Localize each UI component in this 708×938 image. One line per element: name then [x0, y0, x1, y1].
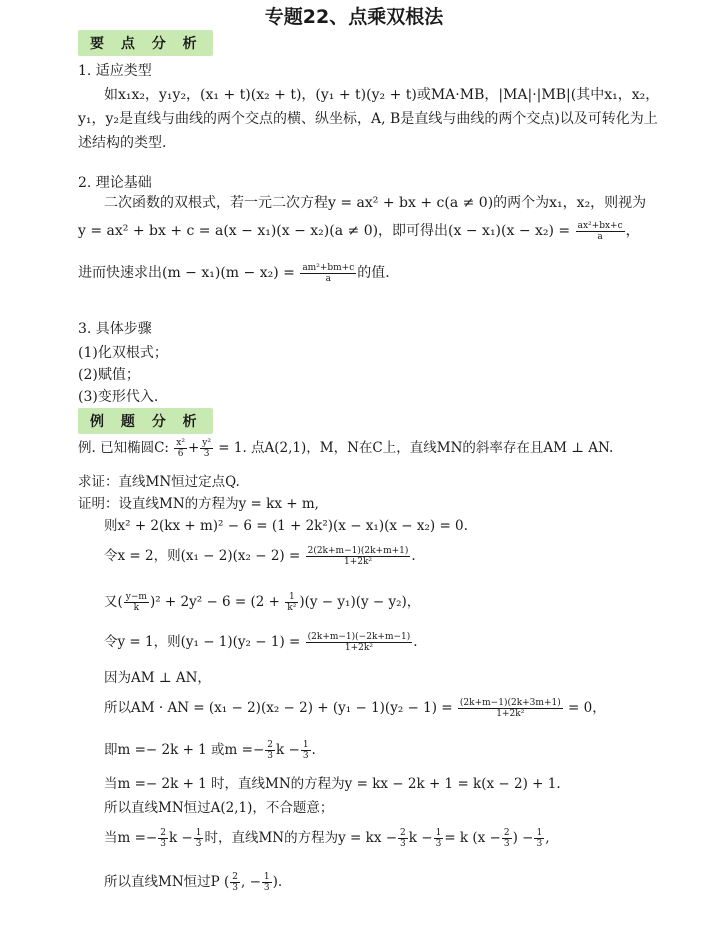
section-2-line-1: 二次函数的双根式，若一元二次方程y = ax² + bx + c(a ≠ 0)的两个为x₁，x₂，则视为 — [104, 195, 647, 211]
section-2-line-2: y = ax² + bx + c = a(x − x₁)(x − x₂)(a ≠ 0)，即可得出(x − x₁)(x − x₂) = $\frac{\text{ax²+bx+c}}{a}$ ， — [78, 220, 640, 242]
example-line-12: 所以直线MN恒过A(2,1)，不合题意； — [104, 800, 334, 816]
section-2-fraction-1: $\frac{\text{ax²+bx+c}}{a}$ — [577, 220, 623, 242]
example-line-5: 令x = 2，则(x₁ − 2)(x₂ − 2) = $\frac{2(2k+m-1)(2k+m+1)}{\text{1+2k²}}$ . — [104, 546, 416, 567]
example-line-9: 所以AM · AN = (x₁ − 2)(x₂ − 2) + (y₁ − 1)(y₂ − 1) = $\frac{(2k+m-1)(2k+3m+1)}{\text{1+2k²}}$ = 0， — [104, 698, 606, 719]
section-1-heading: 1. 适应类型 — [78, 63, 152, 79]
example-line-4: 则x² + 2(kx + m)² − 6 = (1 + 2k²)(x − x₁)(x − x₂) = 0. — [104, 518, 468, 534]
step-3: (3)变形代入. — [78, 389, 159, 405]
page-title: 专题22、点乘双根法 — [264, 6, 444, 28]
step-2: (2)赋值； — [78, 367, 140, 383]
example-line-1: 例. 已知椭圆C: $\frac{\text{x²}}{6}$ + $\frac{\text{y²}}{3}$ = 1. 点A(2,1)，M，N在C上，直线MN的斜率存在且AM ⊥ AN. — [78, 438, 614, 459]
section-1-line-1: 如x₁x₂，y₁y₂，(x₁ + t)(x₂ + t)，(y₁ + t)(y₂ + t)或MA·MB，|MA|·|MB|(其中x₁，x₂， — [104, 87, 660, 103]
section-3-heading: 3. 具体步骤 — [78, 321, 152, 337]
section-2-line-2-text: y = ax² + bx + c = a(x − x₁)(x − x₂)(a ≠ 0)，即可得出(x − x₁)(x − x₂) = — [78, 223, 571, 239]
example-line-11: 当m =− 2k + 1 时，直线MN的方程为y = kx − 2k + 1 = k(x − 2) + 1. — [104, 776, 561, 792]
example-line-7: 令y = 1，则(y₁ − 1)(y₂ − 1) = $\frac{(2k+m-1)(-2k+m-1)}{\text{1+2k²}}$ . — [104, 632, 418, 653]
example-line-13: 当m =− $\frac{2}{3}$ k − $\frac{1}{3}$ 时，直线MN的方程为y = kx − $\frac{2}{3}$ k − $\frac{1}{3}$ = k (x − $\frac{2}{3}$ ) − $\frac{1}{3}$ , — [104, 828, 550, 849]
example-badge: 例 题 分 析 — [78, 408, 213, 434]
step-1: (1)化双根式； — [78, 345, 168, 361]
example-line-6: 又( $\frac{y-m}{k}$ )² + 2y² − 6 = (2 + $\frac{1}{\text{k²}}$ )(y − y₁)(y − y₂)， — [104, 592, 421, 613]
section-2-fraction-2: $\frac{\text{am²+bm+c}}{a}$ — [302, 262, 355, 284]
example-line-8: 因为AM ⊥ AN， — [104, 670, 211, 686]
section-1-line-2: y₁，y₂是直线与曲线的两个交点的横、纵坐标，A, B是直线与曲线的两个交点)以及可转化为上 — [78, 111, 658, 127]
section-2-line-3-text: 进而快速求出(m − x₁)(m − x₂) = — [78, 265, 295, 281]
section-2-heading: 2. 理论基础 — [78, 175, 152, 191]
key-points-badge: 要 点 分 析 — [78, 30, 213, 56]
example-line-2: 求证：直线MN恒过定点Q. — [78, 474, 240, 490]
section-2-line-3: 进而快速求出(m − x₁)(m − x₂) = $\frac{\text{am²+bm+c}}{a}$ 的值. — [78, 262, 390, 284]
section-1-line-3: 述结构的类型. — [78, 135, 167, 151]
example-line-14: 所以直线MN恒过P ( $\frac{2}{3}$ , − $\frac{1}{3}$ ). — [104, 872, 283, 893]
example-line-10: 即m =− 2k + 1 或m =− $\frac{2}{3}$ k − $\frac{1}{3}$ . — [104, 740, 316, 761]
example-line-3: 证明：设直线MN的方程为y = kx + m, — [78, 496, 319, 512]
